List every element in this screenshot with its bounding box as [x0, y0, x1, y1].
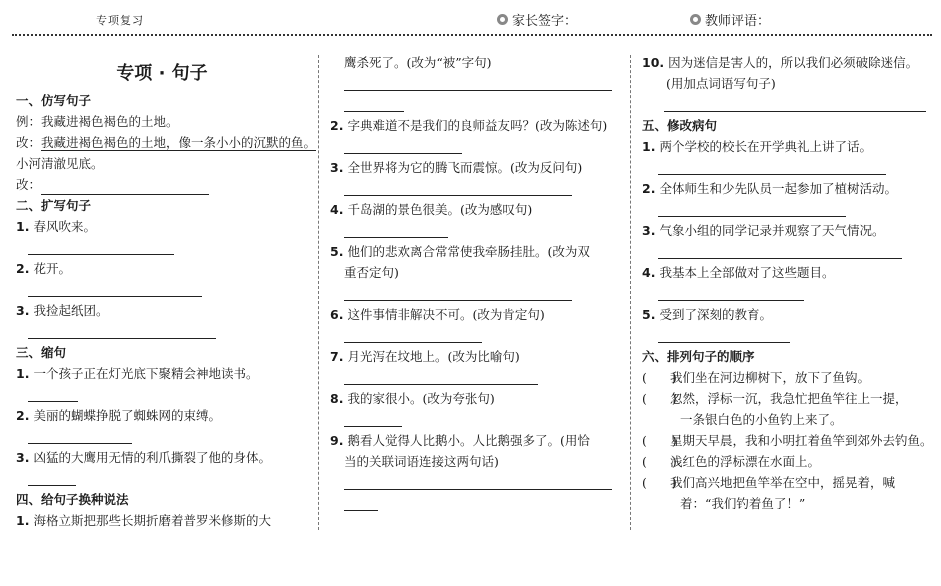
page-title: 专项 · 句子: [116, 63, 208, 84]
question-item: 5. 受到了深刻的教育。: [642, 307, 772, 322]
answer-row: [642, 199, 934, 220]
answer-blank[interactable]: [658, 286, 804, 301]
section-title: 一、仿写句子: [16, 93, 92, 108]
changed-sentence: 改：我藏进褐色褐色的土地，像一条小小的沉默的鱼。: [16, 135, 317, 150]
column-divider: [318, 55, 319, 530]
answer-blank[interactable]: [344, 181, 572, 196]
answer-blank[interactable]: [664, 97, 926, 112]
order-item: ( )星期天早晨，我和小明扛着鱼竿到郊外去钓鱼。: [642, 430, 934, 451]
order-item: ( )忽然，浮标一沉，我急忙把鱼竿往上一提，: [642, 388, 934, 409]
order-blank[interactable]: ( ): [642, 391, 677, 406]
answer-blank[interactable]: [344, 328, 482, 343]
answer-blank[interactable]: [41, 180, 209, 195]
order-blank[interactable]: ( ): [642, 433, 677, 448]
answer-blank[interactable]: [28, 429, 132, 444]
question-item: 10. 因为迷信是害人的，所以我们必须破除迷信。: [642, 55, 919, 70]
order-item-continuation: 着：“我们钓着鱼了！”: [680, 496, 806, 511]
bullet-circle-icon: [690, 14, 701, 25]
question-item: 7. 月光泻在坟地上。(改为比喻句): [330, 349, 520, 364]
question-continuation: 重否定句): [344, 265, 399, 280]
answer-blank[interactable]: [658, 244, 902, 259]
answer-row: [16, 279, 308, 300]
page-header: [0, 8, 941, 32]
order-item-continuation: 一条银白色的小鱼钓上来了。: [680, 412, 843, 427]
answer-row: [16, 426, 308, 447]
answer-blank[interactable]: [344, 76, 612, 91]
question-item: 1. 春风吹来。: [16, 219, 96, 234]
answer-row: [330, 136, 622, 157]
order-blank[interactable]: ( ): [642, 475, 677, 490]
question-item: 3. 我捡起纸团。: [16, 303, 109, 318]
question-item: 9. 鹅看人觉得人比鹅小。人比鹅强多了。(用恰: [330, 433, 590, 448]
answer-row: [16, 321, 308, 342]
answer-row: [16, 384, 308, 405]
teacher-comment-label: [690, 10, 770, 29]
answer-row: [642, 283, 934, 304]
answer-blank[interactable]: [344, 475, 612, 490]
parent-sign-label: [497, 10, 577, 29]
answer-row: [16, 237, 308, 258]
answer-blank[interactable]: [344, 370, 538, 385]
question-continuation: (用加点词语写句子): [666, 76, 776, 91]
answer-row: [642, 157, 934, 178]
column-divider: [630, 55, 631, 530]
answer-row: [330, 94, 622, 115]
answer-blank[interactable]: [344, 223, 448, 238]
header-divider: [12, 34, 932, 36]
answer-row: [330, 283, 622, 304]
answer-row: [642, 325, 934, 346]
section-title: 二、扩写句子: [16, 198, 92, 213]
question-item: 2. 字典难道不是我们的良师益友吗？(改为陈述句): [330, 118, 608, 133]
answer-row: [330, 325, 622, 346]
parent-sign-text: 家长签字：: [512, 14, 578, 29]
question-item: 1. 一个孩子正在灯光底下聚精会神地读书。: [16, 366, 259, 381]
order-item: ( )我们坐在河边柳树下，放下了鱼钩。: [642, 367, 934, 388]
order-blank[interactable]: ( ): [642, 370, 677, 385]
question-item: 5. 他们的悲欢离合常常使我牵肠挂肚。(改为双: [330, 244, 590, 259]
order-item: ( )我们高兴地把鱼竿举在空中，摇晃着，喊: [642, 472, 934, 493]
answer-row: [642, 241, 934, 262]
answer-blank[interactable]: [28, 324, 216, 339]
question-item: 8. 我的家很小。(改为夸张句): [330, 391, 495, 406]
answer-blank[interactable]: [28, 387, 78, 402]
answer-row: [330, 73, 622, 94]
column-1: [16, 52, 317, 531]
question-item: 3. 气象小组的同学记录并观察了天气情况。: [642, 223, 885, 238]
prompt-sentence: 小河清澈见底。: [16, 156, 104, 171]
question-item: 1. 两个学校的校长在开学典礼上讲了话。: [642, 139, 872, 154]
question-item: 2. 花开。: [16, 261, 71, 276]
question-item: 2. 全体师生和少先队员一起参加了植树活动。: [642, 181, 897, 196]
section-title: 三、缩句: [16, 345, 67, 360]
answer-row: 改：: [16, 174, 308, 195]
answer-blank[interactable]: [344, 139, 462, 154]
question-item: 3. 凶猛的大鹰用无情的利爪撕裂了他的身体。: [16, 450, 271, 465]
answer-blank[interactable]: [28, 471, 76, 486]
answer-row: [330, 493, 622, 514]
question-item: 1. 海格立斯把那些长期折磨着普罗米修斯的大: [16, 513, 271, 528]
section-title: 五、修改病句: [642, 118, 718, 133]
column-2: [330, 52, 622, 514]
order-blank[interactable]: ( ): [642, 454, 677, 469]
answer-row: [330, 367, 622, 388]
answer-blank[interactable]: [344, 97, 404, 112]
section-title: 四、给句子换种说法: [16, 492, 129, 507]
answer-row: [330, 178, 622, 199]
column-3: [642, 52, 934, 514]
answer-blank[interactable]: [28, 282, 202, 297]
header-section-label: 专项复习: [96, 14, 144, 27]
bullet-circle-icon: [497, 14, 508, 25]
question-item: 4. 我基本上全部做对了这些题目。: [642, 265, 835, 280]
answer-blank[interactable]: [344, 496, 378, 511]
answer-row: [330, 220, 622, 241]
teacher-comment-text: 教师评语：: [705, 14, 771, 29]
answer-row: [330, 409, 622, 430]
answer-row: [330, 472, 622, 493]
question-item: 2. 美丽的蝴蝶挣脱了蜘蛛网的束缚。: [16, 408, 221, 423]
section-title: 六、排列句子的顺序: [642, 349, 755, 364]
question-continuation: 当的关联词语连接这两句话): [344, 454, 499, 469]
order-item: ( )浅红色的浮标漂在水面上。: [642, 451, 934, 472]
answer-blank[interactable]: [344, 286, 572, 301]
answer-row: [16, 468, 308, 489]
answer-blank[interactable]: [658, 202, 846, 217]
answer-blank[interactable]: [658, 328, 790, 343]
question-continuation: 鹰杀死了。(改为“被”字句): [344, 55, 492, 70]
question-item: 6. 这件事情非解决不可。(改为肯定句): [330, 307, 545, 322]
answer-blank[interactable]: [28, 240, 174, 255]
changed-sentence-underlined: 我藏进褐色褐色的土地，像一条小小的沉默的鱼。: [41, 135, 317, 150]
answer-blank[interactable]: [658, 160, 886, 175]
question-item: 4. 千岛湖的景色很美。(改为感叹句): [330, 202, 533, 217]
question-item: 3. 全世界将为它的腾飞而震惊。(改为反问句): [330, 160, 583, 175]
answer-row: [642, 94, 934, 115]
answer-blank[interactable]: [344, 412, 402, 427]
example-sentence: 例：我藏进褐色褐色的土地。: [16, 114, 179, 129]
